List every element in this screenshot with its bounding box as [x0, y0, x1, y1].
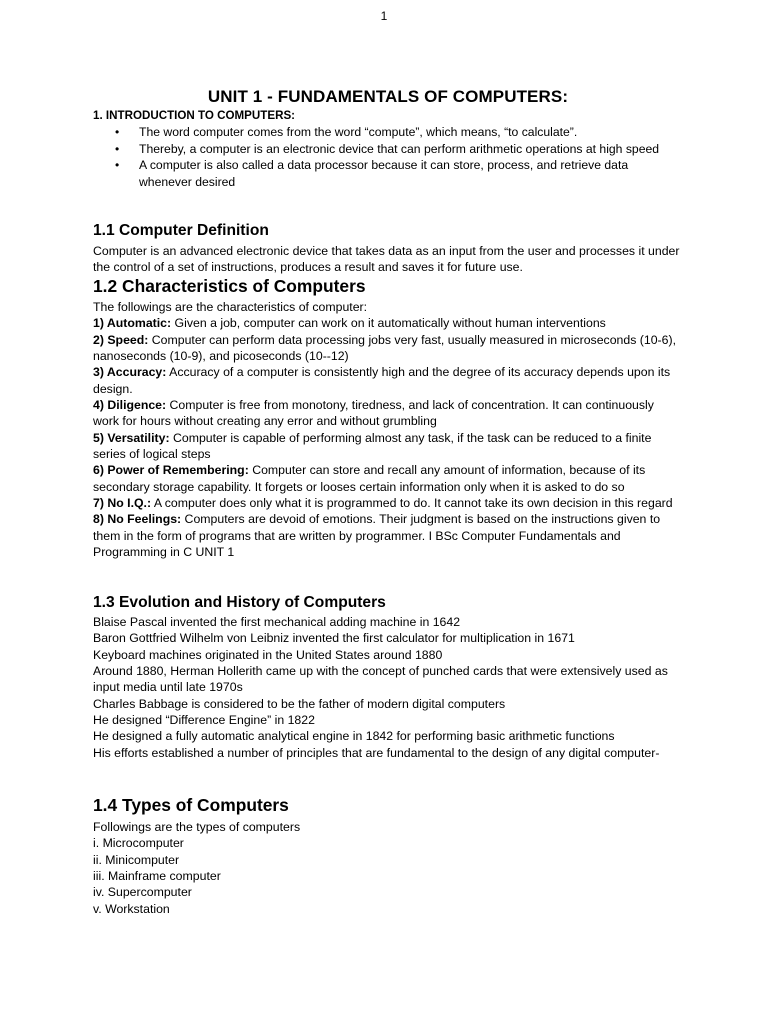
history-item-text: He designed “Difference Engine” in 1822 — [93, 713, 315, 728]
characteristic-item — [93, 511, 683, 560]
types-item: iv. Supercomputer — [93, 885, 192, 900]
history-item — [93, 647, 683, 663]
intro-heading: 1. INTRODUCTION TO COMPUTERS: — [93, 109, 296, 122]
history-item-text: Baron Gottfried Wilhelm von Leibniz invented the first calculator for multiplication in 1671 — [93, 631, 575, 646]
bullet-icon: • — [115, 141, 120, 156]
types-list — [93, 819, 683, 917]
history-item — [93, 728, 683, 744]
bullet-icon: • — [115, 125, 120, 139]
characteristic-item — [93, 495, 683, 511]
characteristic-label: 7) No I.Q.: — [93, 496, 152, 511]
intro-bullet — [93, 141, 683, 157]
history-item — [93, 614, 683, 630]
characteristic-label: 3) Accuracy: — [93, 365, 167, 380]
characteristic-item — [93, 397, 683, 430]
characteristic-text: Computer can perform data processing jobs very fast, usually measured in microseconds (10-6), nanoseconds (10-9), and picoseconds (10--12) — [93, 332, 676, 364]
intro-bullet — [93, 124, 683, 140]
characteristic-text: Accuracy of a computer is consistently high and the degree of its accuracy depends upon its design. — [93, 365, 671, 396]
history-item-text: He designed a fully automatic analytical engine in 1842 for performing basic arithmetic functions — [93, 729, 615, 744]
history-item-text: Charles Babbage is considered to be the father of modern digital computers — [93, 696, 506, 711]
characteristics-body — [93, 299, 683, 561]
characteristic-text: Computer is free from monotony, tiredness, and lack of concentration. It can continuously work for hours without creating any error and without grumbling — [93, 398, 654, 429]
intro-bullet-text: Thereby, a computer is an electronic device that can perform arithmetic operations at high speed — [139, 141, 660, 156]
section-heading-definition: 1.1 Computer Definition — [93, 222, 269, 239]
history-item — [93, 663, 683, 696]
types-item: iii. Mainframe computer — [93, 869, 221, 884]
characteristic-label: 5) Versatility: — [93, 430, 170, 445]
characteristic-item — [93, 364, 683, 397]
history-item-text: Blaise Pascal invented the first mechanical adding machine in 1642 — [93, 615, 461, 629]
section-heading-types: 1.4 Types of Computers — [93, 795, 289, 815]
types-item: v. Workstation — [93, 901, 170, 916]
types-item: ii. Minicomputer — [93, 852, 180, 867]
history-item-text: Around 1880, Herman Hollerith came up with the concept of punched cards that were extensively used as input media until late 1970s — [93, 664, 668, 695]
history-item — [93, 745, 683, 761]
bullet-icon: • — [115, 158, 120, 173]
history-list — [93, 614, 683, 761]
history-item — [93, 712, 683, 728]
characteristic-label: 2) Speed: — [93, 332, 149, 347]
history-item-text: Keyboard machines originated in the United States around 1880 — [93, 647, 443, 662]
characteristic-text: A computer does only what it is programmed to do. It cannot take its own decision in this regard — [151, 496, 673, 511]
characteristics-intro: The followings are the characteristics of computer: — [93, 300, 368, 314]
characteristic-item — [93, 430, 683, 463]
intro-bullet — [93, 157, 683, 190]
page-number: 1 — [380, 9, 388, 23]
characteristic-text: Computer can store and recall any amount of information, because of its secondary storage capability. It forgets or looses certain information only when it is asked to do so — [93, 463, 646, 494]
characteristic-item — [93, 315, 683, 331]
history-item — [93, 696, 683, 712]
definition-text: Computer is an advanced electronic device that takes data as an input from the user and processes it under the control of a set of instructions, produces a result and saves it for future use. — [93, 244, 680, 275]
characteristic-label: 6) Power of Remembering: — [93, 463, 249, 478]
document-title: UNIT 1 - FUNDAMENTALS OF COMPUTERS: — [207, 87, 569, 106]
characteristic-text: Given a job, computer can work on it automatically without human interventions — [171, 316, 606, 331]
characteristic-label: 4) Diligence: — [93, 398, 167, 413]
intro-bullet-text: A computer is also called a data processor because it can store, process, and retrieve data whenever desired — [139, 158, 629, 189]
section-heading-history: 1.3 Evolution and History of Computers — [93, 594, 386, 611]
types-intro: Followings are the types of computers — [93, 820, 301, 834]
section-heading-characteristics: 1.2 Characteristics of Computers — [93, 276, 366, 296]
characteristic-item — [93, 462, 683, 495]
characteristic-item — [93, 332, 683, 365]
intro-bullet-list — [93, 124, 683, 190]
characteristic-label: 1) Automatic: — [93, 316, 172, 331]
intro-bullet-text: The word computer comes from the word “compute”, which means, “to calculate”. — [139, 125, 578, 139]
history-item — [93, 630, 683, 646]
characteristic-text: Computer is capable of performing almost any task, if the task can be reduced to a finite series of logical steps — [93, 430, 652, 462]
history-item-text: His efforts established a number of principles that are fundamental to the design of any digital computer- — [93, 745, 660, 760]
characteristic-label: 8) No Feelings: — [93, 512, 182, 527]
characteristic-text: Computers are devoid of emotions. Their judgment is based on the instructions given to them in the form of programs that are written by programmer. I BSc Computer Fundamentals and Programming in C UNIT 1 — [93, 512, 661, 560]
types-item: i. Microcomputer — [93, 836, 184, 851]
